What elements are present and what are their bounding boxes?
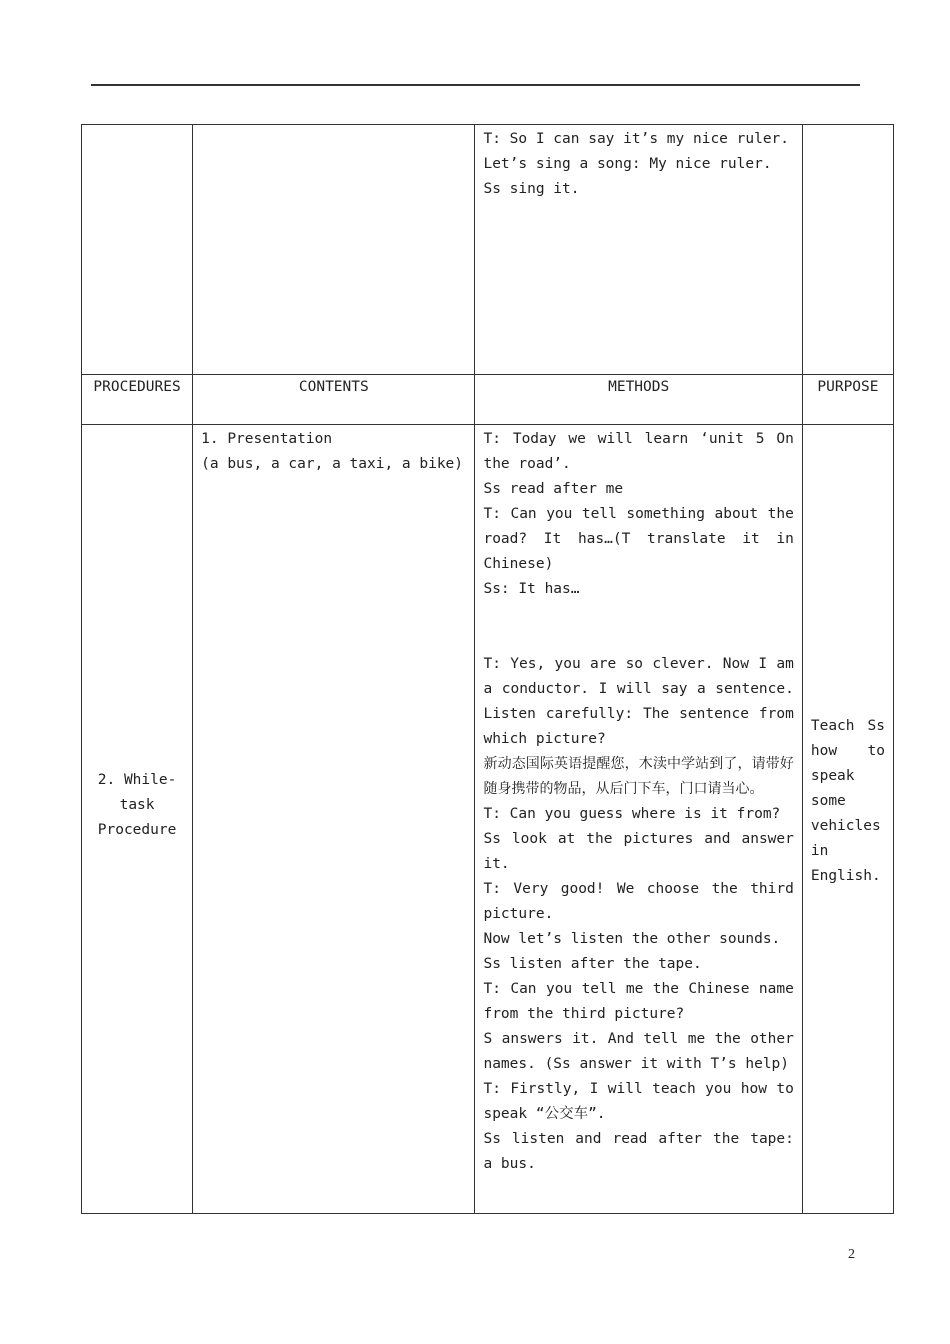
- continued-contents-cell: [193, 125, 475, 375]
- method-line: T: Today we will learn ‘unit 5 On the road’.: [483, 431, 794, 472]
- purpose-text: Teach Ss how to speak some vehicles in English.: [810, 717, 885, 884]
- method-line: T: Firstly, I will teach you how to speak “公交车”.: [483, 1081, 794, 1122]
- method-line: Ss listen after the tape.: [483, 956, 702, 972]
- procedure-text: 2. While-task Procedure: [97, 771, 177, 838]
- method-line: Ss look at the pictures and answer it.: [483, 831, 794, 872]
- method-line: Ss listen and read after the tape: a bus.: [483, 1131, 794, 1172]
- procedure-cell: [82, 425, 193, 1214]
- continued-methods-cell: [475, 125, 802, 375]
- purpose-cell: [802, 425, 893, 1214]
- contents-line: 1. Presentation: [201, 431, 333, 447]
- header-methods: METHODS: [475, 375, 802, 425]
- lesson-plan-table: [81, 124, 894, 1214]
- while-task-row: [82, 425, 894, 1214]
- header-row: [82, 375, 894, 425]
- method-line: T: Very good! We choose the third picture.: [483, 881, 794, 922]
- method-line: T: Can you tell something about the road? It has…(T translate it in Chinese): [483, 506, 794, 572]
- header-contents: CONTENTS: [193, 375, 475, 425]
- continued-procedure-cell: [82, 125, 193, 375]
- spacer: [483, 602, 793, 652]
- method-line: Let’s sing a song: My nice ruler.: [483, 156, 772, 172]
- method-line: T: So I can say it’s my nice ruler.: [483, 131, 790, 147]
- method-line: T: Yes, you are so clever. Now I am a conductor. I will say a sentence. Listen carefully: The sentence from which picture?: [483, 656, 794, 747]
- page-number: 2: [848, 1247, 855, 1262]
- method-line: Now let’s listen the other sounds.: [483, 931, 781, 947]
- method-line: Ss sing it.: [483, 181, 580, 197]
- method-line: T: Can you tell me the Chinese name from the third picture?: [483, 981, 794, 1022]
- contents-cell: [193, 425, 475, 1214]
- header-procedures: PROCEDURES: [82, 375, 193, 425]
- continued-row: [82, 125, 894, 375]
- contents-line: (a bus, a car, a taxi, a bike): [201, 456, 464, 472]
- header-rule: [91, 84, 860, 86]
- method-line: Ss read after me: [483, 481, 624, 497]
- method-line-chinese: 新动态国际英语提醒您，木渎中学站到了，请带好随身携带的物品，从后门下车，门口请当心。: [483, 756, 794, 797]
- methods-cell: [475, 425, 802, 1214]
- continued-purpose-cell: [802, 125, 893, 375]
- method-line: S answers it. And tell me the other names. (Ss answer it with T’s help): [483, 1031, 794, 1072]
- method-line: Ss: It has…: [483, 581, 580, 597]
- method-line: T: Can you guess where is it from?: [483, 806, 781, 822]
- header-purpose: PURPOSE: [802, 375, 893, 425]
